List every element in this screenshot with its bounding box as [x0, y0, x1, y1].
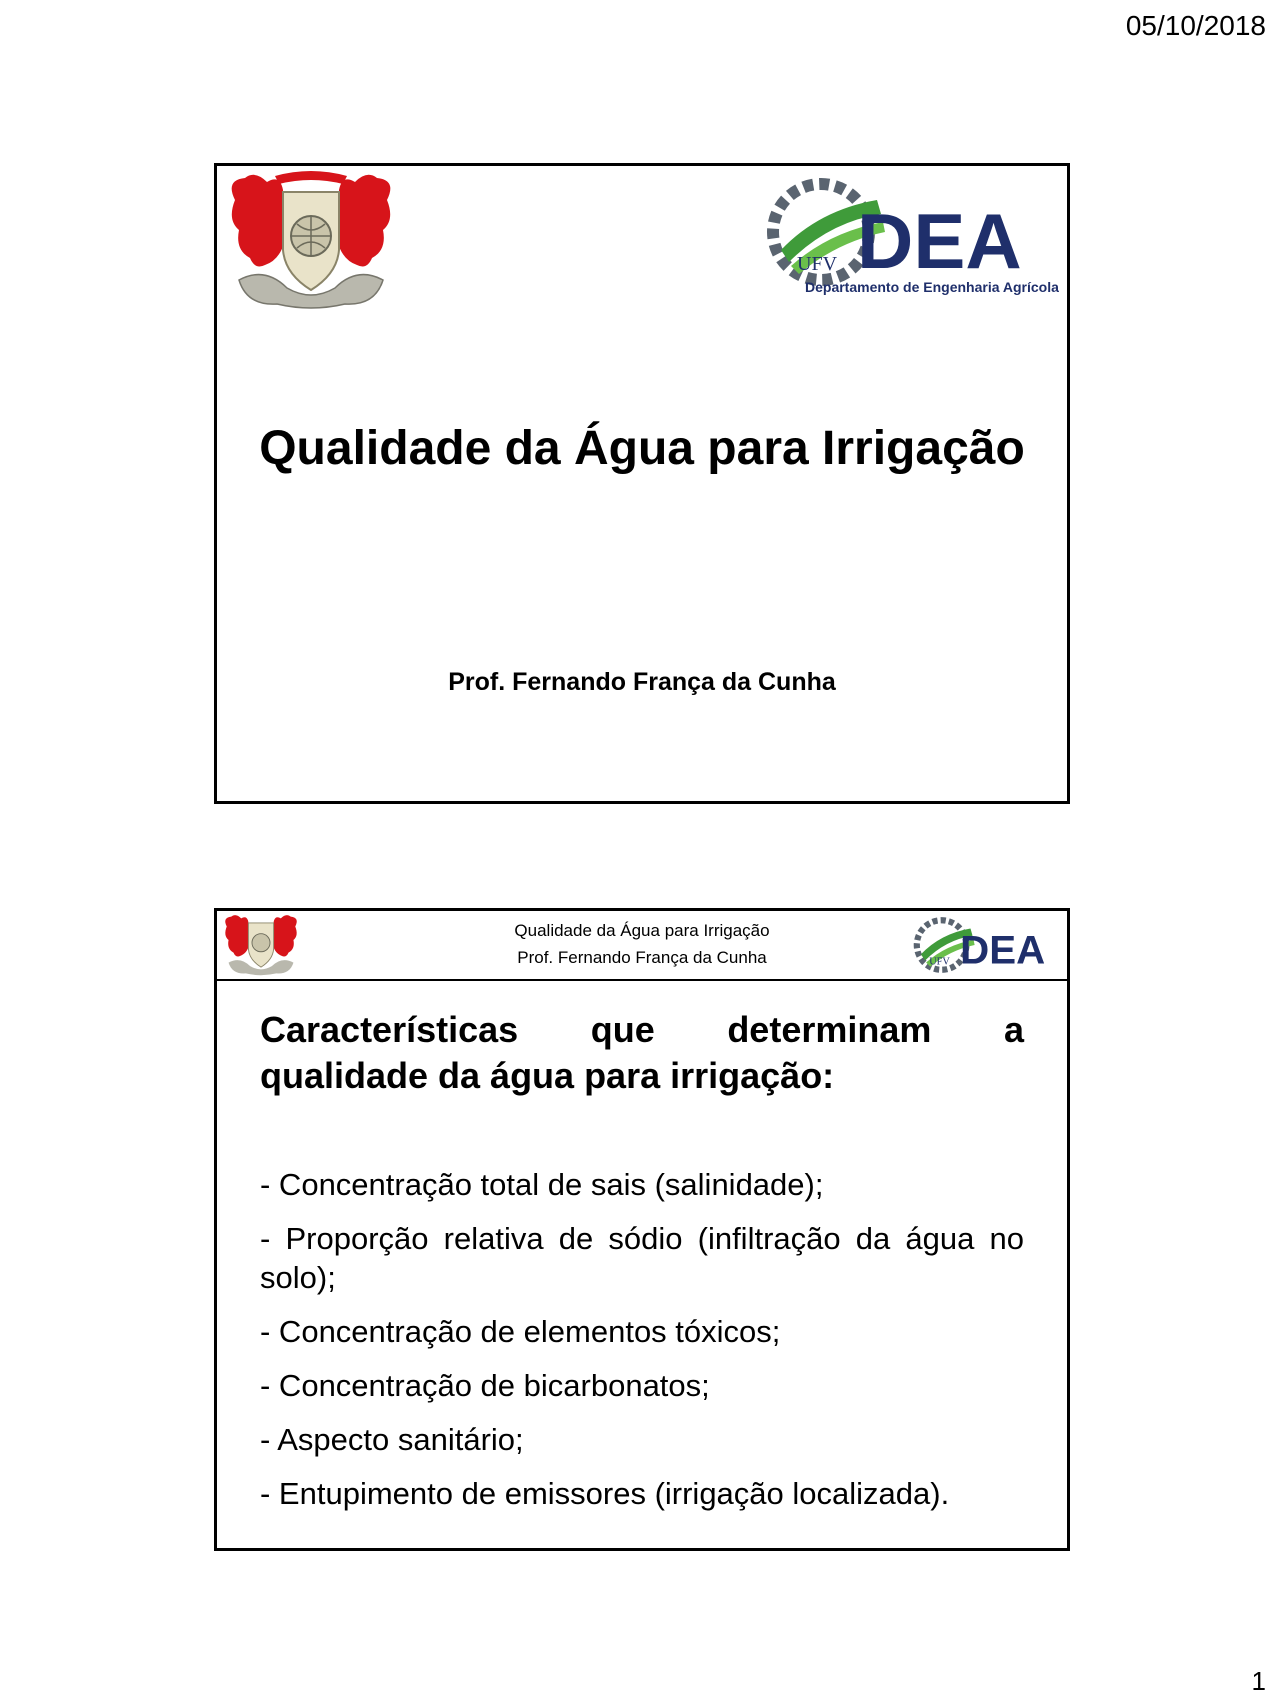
svg-text:Departamento de Engenharia Agr: Departamento de Engenharia Agrícola	[805, 279, 1059, 295]
header-author: Prof. Fernando França da Cunha	[517, 948, 767, 967]
svg-text:UFV: UFV	[929, 956, 950, 968]
characteristics-list	[260, 1165, 1024, 1528]
svg-text:UFV: UFV	[797, 253, 838, 275]
heading-word: que	[590, 1009, 655, 1050]
header-date: 05/10/2018	[1125, 10, 1266, 41]
dea-logo	[909, 913, 1065, 977]
heading-word: determinam	[727, 1009, 932, 1050]
slide-title: Qualidade da Água para Irrigação	[259, 422, 1025, 475]
page-number: 1	[1251, 1666, 1266, 1696]
list-item: - Entupimento de emissores (irrigação localizada).	[260, 1476, 950, 1511]
heading-word: a	[1003, 1009, 1024, 1050]
slide-author: Prof. Fernando França da Cunha	[448, 668, 836, 696]
list-item: - Concentração de bicarbonatos;	[260, 1368, 710, 1403]
title-slide	[214, 163, 1070, 804]
list-item: - Aspecto sanitário;	[260, 1422, 524, 1457]
list-item: - Proporção relativa de sódio (infiltração da água no solo);	[260, 1221, 1024, 1295]
header-title: Qualidade da Água para Irrigação	[514, 921, 770, 940]
slide-heading	[260, 1007, 1024, 1099]
ufv-crest-logo	[225, 170, 397, 312]
list-item: - Concentração total de sais (salinidade);	[260, 1167, 824, 1202]
heading-line-2: qualidade da água para irrigação:	[260, 1055, 835, 1096]
list-item: - Concentração de elementos tóxicos;	[260, 1314, 781, 1349]
svg-text:DEA: DEA	[960, 927, 1046, 973]
svg-text:DEA: DEA	[857, 197, 1022, 285]
dea-logo	[759, 170, 1059, 300]
heading-word: Características	[260, 1009, 519, 1050]
heading-line-1	[260, 1007, 1024, 1053]
content-slide	[214, 908, 1070, 1551]
slide-header	[217, 911, 1067, 981]
